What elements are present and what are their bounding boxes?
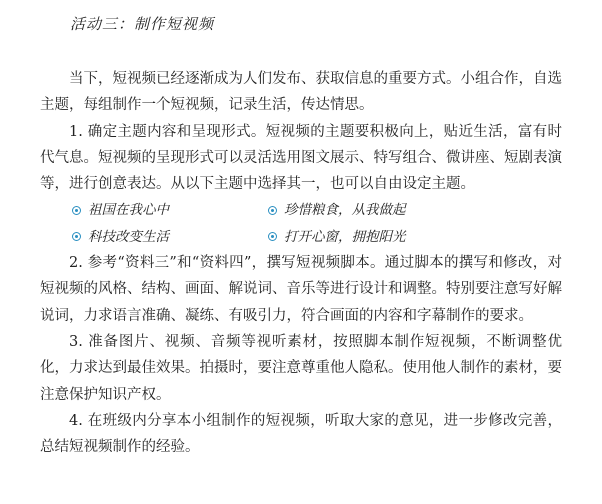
- topic-label: 打开心窗，拥抱阳光: [284, 228, 406, 245]
- circle-bullet-icon: [268, 206, 277, 215]
- topic-item: [268, 224, 498, 250]
- circle-bullet-icon: [268, 232, 277, 241]
- step-4-paragraph: 4. 在班级内分享本小组制作的短视频，听取大家的意见，进一步修改完善，总结短视频制作的经验。: [40, 412, 562, 456]
- topic-label: 科技改变生活: [88, 228, 169, 245]
- step-1-paragraph: 1. 确定主题内容和呈现形式。短视频的主题要积极向上，贴近生活，富有时代气息。短视频的呈现形式可以灵活选用图文展示、特写组合、微讲座、短剧表演等，进行创意表达。从以下主题中选择其一，也可以自由设定主题。: [40, 123, 562, 193]
- topic-item: [72, 224, 268, 250]
- topic-list: [72, 197, 562, 250]
- circle-bullet-icon: [72, 232, 81, 241]
- step-2-paragraph: 2. 参考“资料三”和“资料四”，撰写短视频脚本。通过脚本的撰写和修改，对短视频的风格、结构、画面、解说词、音乐等进行设计和调整。特别要注意写好解说词，力求语言准确、凝练、有吸引力，符合画面的内容和字幕制作的要求。: [40, 255, 562, 324]
- intro-paragraph: 当下，短视频已经逐渐成为人们发布、获取信息的重要方式。小组合作，自选主题，每组制作一个短视频，记录生活，传达情思。: [40, 71, 562, 114]
- step-3-paragraph: 3. 准备图片、视频、音频等视听素材，按照脚本制作短视频，不断调整优化，力求达到最佳效果。拍摄时，要注意尊重他人隐私。使用他人制作的素材，要注意保护知识产权。: [40, 333, 562, 403]
- topic-item: [72, 197, 268, 223]
- topic-label: 珍惜粮食，从我做起: [284, 202, 406, 219]
- document-body: [40, 66, 562, 460]
- topic-item: [268, 197, 498, 223]
- topic-label: 祖国在我心中: [88, 202, 169, 219]
- activity-heading: 活动三：制作短视频: [70, 15, 215, 33]
- circle-bullet-icon: [72, 206, 81, 215]
